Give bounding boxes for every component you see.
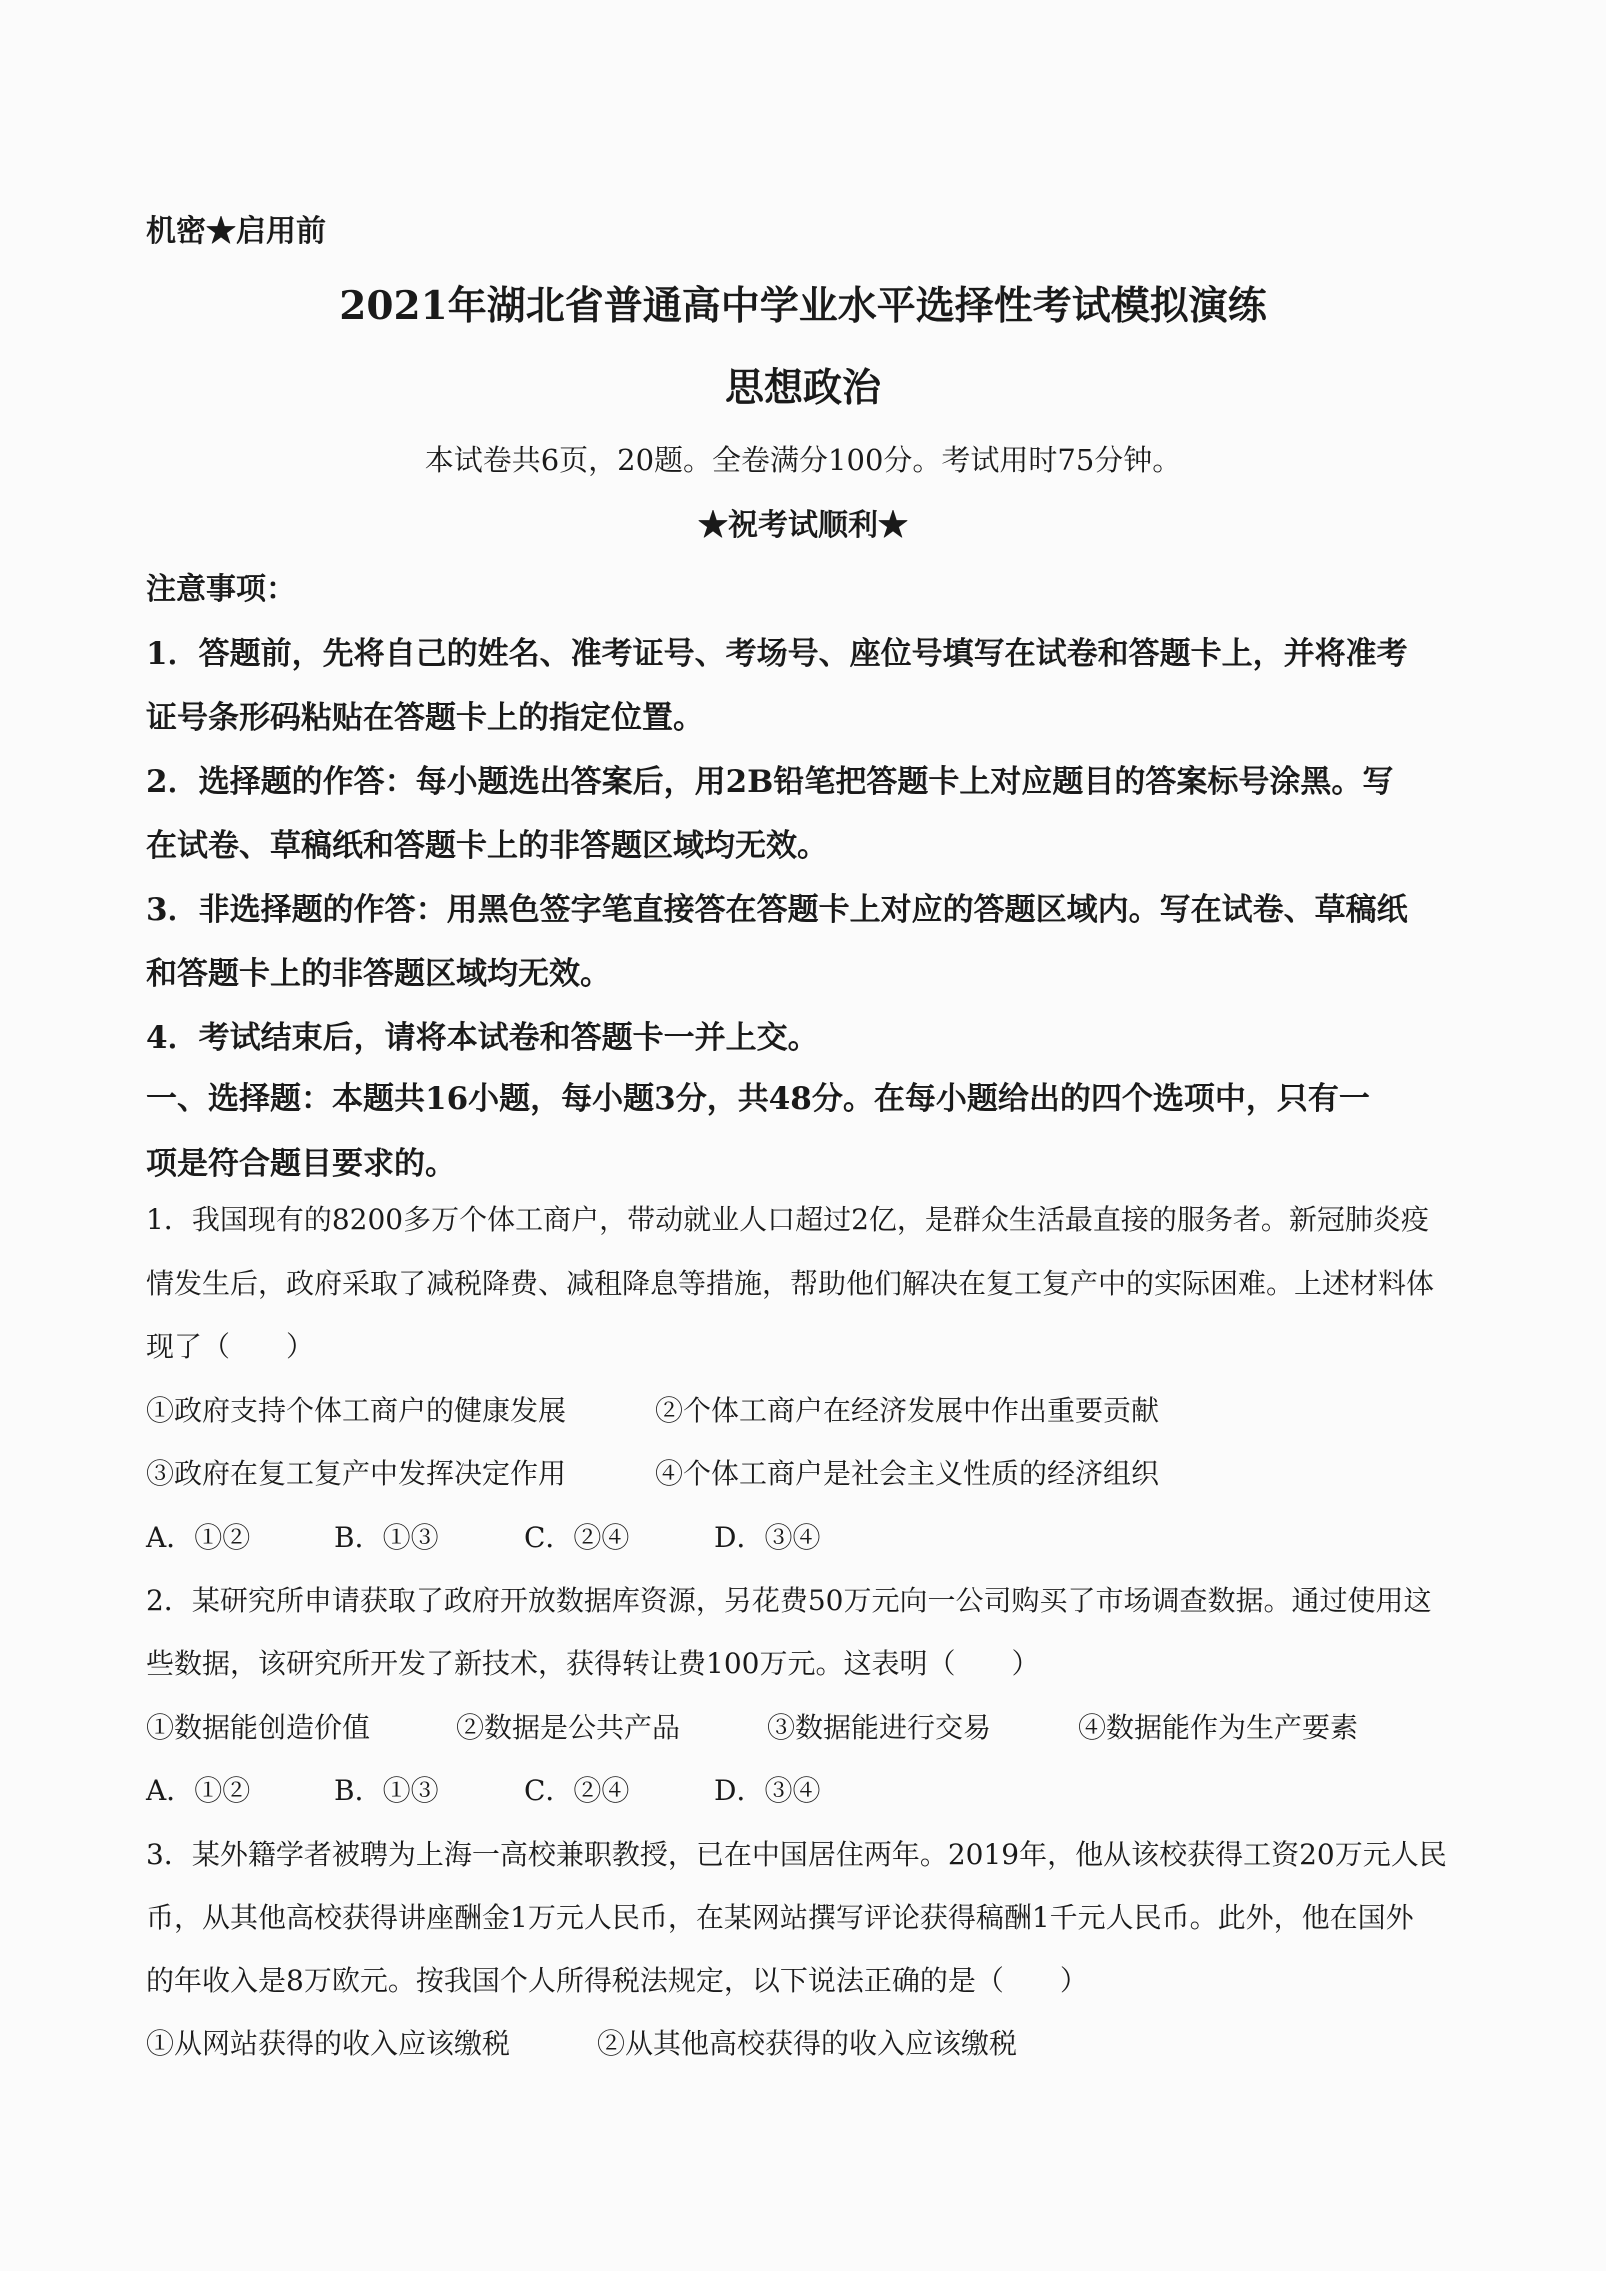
- question-2-statement: ②数据是公共产品: [456, 1711, 681, 1744]
- question-2-statement: ③数据能进行交易: [767, 1711, 992, 1744]
- notes-heading: 注意事项：: [146, 572, 296, 607]
- question-1-statement: ③政府在复工复产中发挥决定作用: [146, 1457, 567, 1490]
- note-line: 在试卷、草稿纸和答题卡上的非答题区域均无效。: [146, 828, 828, 864]
- question-3-stem: 3．某外籍学者被聘为上海一高校兼职教授，已在中国居住两年。2019年，他从该校获得工资20万元人民: [146, 1838, 1447, 1871]
- question-1-choice-b: B．①③: [334, 1521, 439, 1554]
- question-1-choice-c: C．②④: [524, 1521, 630, 1554]
- question-2-statement: ④数据能作为生产要素: [1078, 1711, 1359, 1744]
- question-3-statement: ①从网站获得的收入应该缴税: [146, 2027, 511, 2060]
- confidential-label: 机密★启用前: [146, 214, 326, 249]
- question-2-choice-a: A．①②: [146, 1774, 251, 1807]
- note-line: 2．选择题的作答：每小题选出答案后，用2B铅笔把答题卡上对应题目的答案标号涂黑。写: [146, 764, 1394, 800]
- section-heading: 一、选择题：本题共16小题，每小题3分，共48分。在每小题给出的四个选项中，只有一: [146, 1081, 1370, 1117]
- question-1-choice-d: D．③④: [714, 1521, 821, 1554]
- good-luck-line: ★祝考试顺利★: [698, 508, 908, 543]
- question-2-statement: ①数据能创造价值: [146, 1711, 371, 1744]
- question-2-choice-d: D．③④: [714, 1774, 821, 1807]
- question-2-choice-c: C．②④: [524, 1774, 630, 1807]
- question-2-choice-b: B．①③: [334, 1774, 439, 1807]
- exam-info: 本试卷共6页，20题。全卷满分100分。考试用时75分钟。: [424, 443, 1182, 477]
- question-2-stem: 2．某研究所申请获取了政府开放数据库资源，另花费50万元向一公司购买了市场调查数据。通过使用这: [146, 1584, 1432, 1617]
- question-1-stem: 现了（ ）: [146, 1330, 315, 1363]
- question-3-statement: ②从其他高校获得的收入应该缴税: [597, 2027, 1018, 2060]
- question-2-stem: 些数据，该研究所开发了新技术，获得转让费100万元。这表明（ ）: [146, 1647, 1040, 1680]
- question-3-stem: 币，从其他高校获得讲座酬金1万元人民币，在某网站撰写评论获得稿酬1千元人民币。此外，他在国外: [146, 1901, 1414, 1934]
- subject-title: 思想政治: [724, 365, 881, 411]
- note-line: 3．非选择题的作答：用黑色签字笔直接答在答题卡上对应的答题区域内。写在试卷、草稿纸: [146, 892, 1408, 928]
- question-1-statement: ②个体工商户在经济发展中作出重要贡献: [655, 1394, 1160, 1427]
- section-heading: 项是符合题目要求的。: [146, 1146, 456, 1182]
- question-1-choice-a: A．①②: [146, 1521, 251, 1554]
- question-1-statement: ④个体工商户是社会主义性质的经济组织: [655, 1457, 1160, 1490]
- question-3-stem: 的年收入是8万欧元。按我国个人所得税法规定，以下说法正确的是（ ）: [146, 1964, 1088, 1997]
- question-1-stem: 情发生后，政府采取了减税降费、减租降息等措施，帮助他们解决在复工复产中的实际困难。上述材料体: [146, 1267, 1435, 1300]
- note-line: 4．考试结束后，请将本试卷和答题卡一并上交。: [146, 1020, 819, 1056]
- exam-title: 2021年湖北省普通高中学业水平选择性考试模拟演练: [339, 283, 1267, 329]
- note-line: 和答题卡上的非答题区域均无效。: [146, 956, 611, 992]
- question-1-stem: 1．我国现有的8200多万个体工商户，带动就业人口超过2亿，是群众生活最直接的服务者。新冠肺炎疫: [146, 1203, 1429, 1236]
- note-line: 1．答题前，先将自己的姓名、准考证号、考场号、座位号填写在试卷和答题卡上，并将准考: [146, 636, 1408, 672]
- question-1-statement: ①政府支持个体工商户的健康发展: [146, 1394, 567, 1427]
- note-line: 证号条形码粘贴在答题卡上的指定位置。: [146, 700, 704, 736]
